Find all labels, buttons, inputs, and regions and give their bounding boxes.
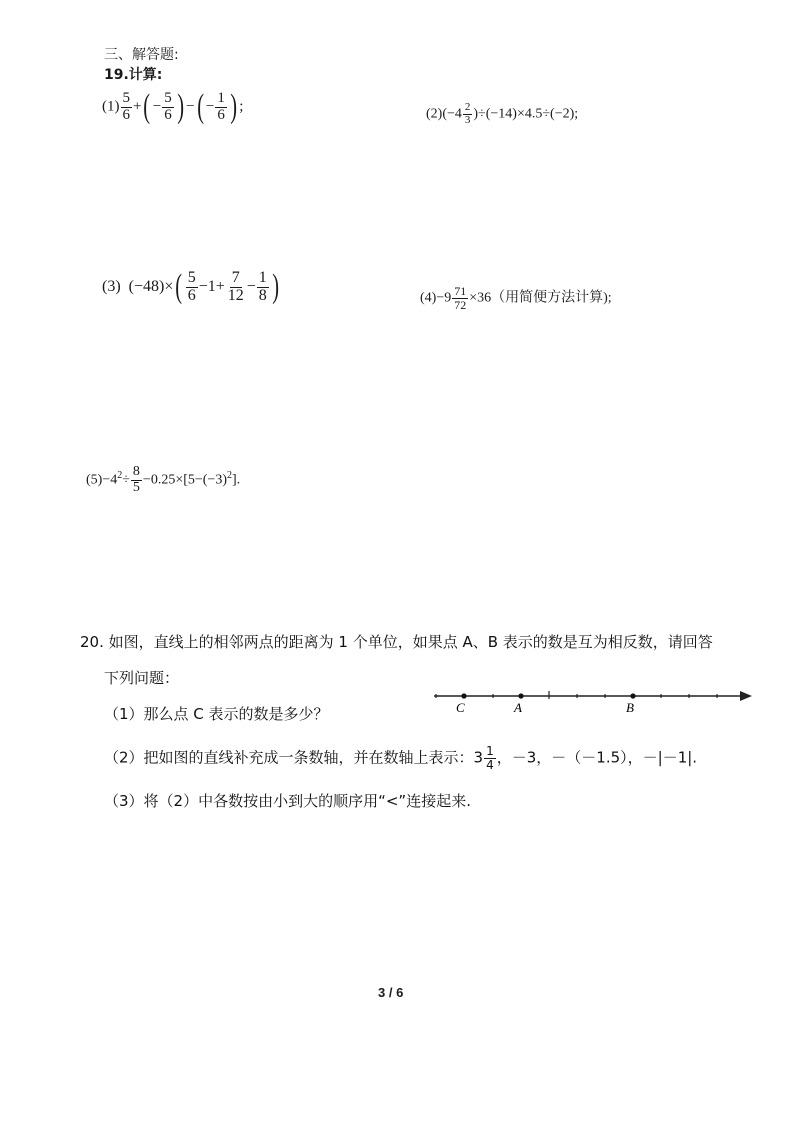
- point-a: [518, 693, 523, 698]
- fraction: $\frac{5}{6}$: [164, 89, 172, 123]
- page-number: 3 / 6: [378, 985, 404, 1000]
- problem-5: $(5)-4^2\div$ $\frac{8}{5}$ $-0.25\times[5-(-3)^2]$.: [86, 464, 241, 495]
- fraction: $\frac{5}{6}$: [187, 269, 196, 304]
- label-a: A: [514, 700, 522, 715]
- number-line-figure: [430, 684, 756, 716]
- arrow-head-icon: [740, 691, 752, 701]
- fraction: $\frac{5}{6}$: [122, 89, 130, 123]
- problem-3: (3) (−48)×( $\frac{5}{6}$ −1+ $\frac{7}{12}$ − $\frac{1}{8}$ ): [102, 268, 279, 306]
- fraction: $\frac{1}{4}$: [486, 744, 494, 772]
- fraction: $\frac{8}{5}$: [132, 464, 140, 495]
- label-b: B: [626, 700, 634, 715]
- point-c: [461, 693, 466, 698]
- fraction: $\frac{1}{6}$: [217, 89, 225, 123]
- problem-4: (4)−9 $\frac{71}{72}$ ×36（用简便方法计算);: [420, 284, 612, 312]
- question-20-line2: 下列问题：: [104, 669, 180, 687]
- fraction: $\frac{7}{12}$: [227, 269, 244, 304]
- question-19-title: 19.计算:: [104, 67, 163, 83]
- question-20-sub1: （1）那么点 C 表示的数是多少？: [104, 705, 329, 723]
- fraction: $\frac{1}{8}$: [258, 269, 267, 304]
- section-title: 三、解答题:: [104, 47, 179, 63]
- question-20-sub3: （3）将（2）中各数按由小到大的顺序用“<”连接起来.: [104, 792, 471, 810]
- question-20-line1: 20. 如图，直线上的相邻两点的距离为 1 个单位，如果点 A、B 表示的数是互为相反数，请回答: [80, 633, 713, 651]
- problem-1: (1) $\frac{5}{6}$ +( − $\frac{5}{6}$ ) −( − $\frac{1}{6}$ ) ;: [102, 88, 244, 125]
- fraction: $\frac{2}{3}$: [464, 101, 471, 126]
- point-b: [630, 693, 635, 698]
- fraction: $\frac{71}{72}$: [454, 284, 467, 312]
- question-20-sub2: （2）把如图的直线补充成一条数轴，并在数轴上表示：3 $\frac{1}{4}$ ，－3，－（－1.5），－|－1|.: [104, 744, 698, 772]
- label-c: C: [456, 700, 465, 715]
- problem-2: (2)(−4 $\frac{2}{3}$ )÷(−14)×4.5÷(−2);: [426, 101, 579, 126]
